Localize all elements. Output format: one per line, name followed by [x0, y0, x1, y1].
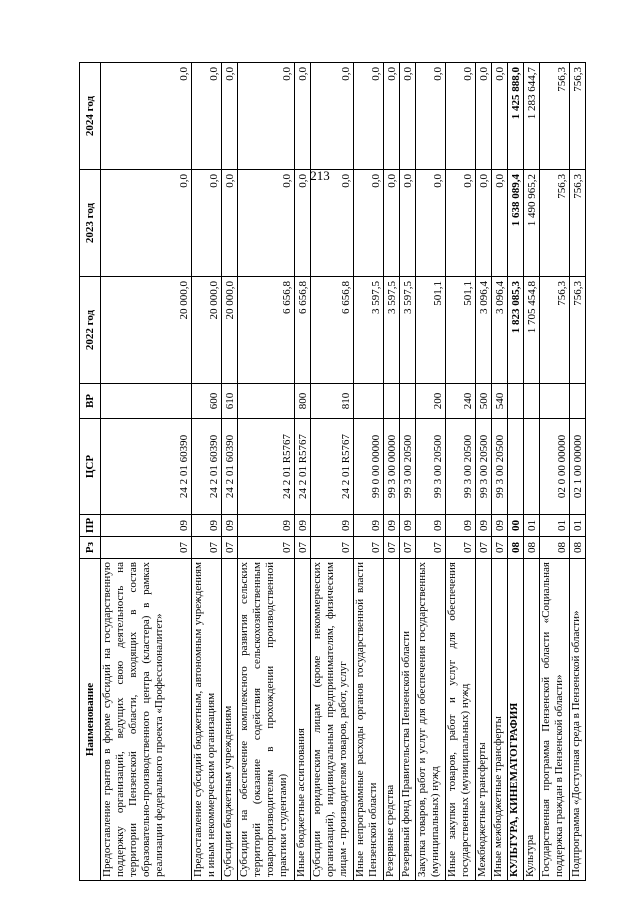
row-2024: 0,0: [222, 63, 238, 170]
row-2024: 0,0: [384, 63, 400, 170]
row-name: Иные закупки товаров, работ и услуг для обеспечения государственных (муниципальных) нужд: [446, 559, 476, 881]
row-2024: 756,3: [570, 63, 586, 170]
row-csr: 24 2 01 60390: [101, 419, 192, 515]
row-2022: 3 096,4: [476, 277, 492, 384]
table-row: [295, 63, 311, 881]
row-pr: 09: [101, 515, 192, 537]
row-rz: 07: [400, 537, 416, 559]
row-name: Субсидии на обеспечение комплексного развития сельских территорий (оказание содействия сельскохозяйственным товаропроизводителям в прохождении производственной практики студентами): [238, 559, 295, 881]
row-rz: 07: [446, 537, 476, 559]
row-2023: 1 638 089,4: [508, 170, 524, 277]
row-csr: 99 3 00 20500: [446, 419, 476, 515]
row-2022: 756,3: [540, 277, 570, 384]
row-2022: 3 597,5: [400, 277, 416, 384]
row-2024: 0,0: [400, 63, 416, 170]
row-vr: 240: [446, 384, 476, 419]
row-pr: 09: [311, 515, 354, 537]
table-row: [508, 63, 524, 881]
row-pr: 09: [295, 515, 311, 537]
row-rz: 07: [192, 537, 222, 559]
table-row: [311, 63, 354, 881]
header-2023: 2023 год: [80, 170, 101, 277]
header-2022: 2022 год: [80, 277, 101, 384]
row-csr: 24 2 01 60390: [222, 419, 238, 515]
row-rz: 07: [311, 537, 354, 559]
row-rz: 07: [354, 537, 384, 559]
row-rz: 08: [524, 537, 540, 559]
row-rz: 07: [492, 537, 508, 559]
row-csr: 99 0 00 00000: [354, 419, 384, 515]
row-name: Культура: [524, 559, 540, 881]
row-csr: 99 3 00 20500: [416, 419, 446, 515]
row-rz: 08: [508, 537, 524, 559]
table-row: [238, 63, 295, 881]
row-name: Иные межбюджетные трансферты: [492, 559, 508, 881]
row-pr: 09: [476, 515, 492, 537]
row-2023: 0,0: [446, 170, 476, 277]
row-vr: [400, 384, 416, 419]
row-rz: 07: [238, 537, 295, 559]
table-row: [400, 63, 416, 881]
table-row: [492, 63, 508, 881]
row-2023: 0,0: [400, 170, 416, 277]
row-2024: 0,0: [446, 63, 476, 170]
row-2024: 1 283 644,7: [524, 63, 540, 170]
row-2024: 0,0: [101, 63, 192, 170]
row-2022: 20 000,0: [101, 277, 192, 384]
page-number: 213: [310, 168, 330, 183]
row-2023: 0,0: [492, 170, 508, 277]
row-vr: [524, 384, 540, 419]
row-name: Иные бюджетные ассигнования: [295, 559, 311, 881]
row-vr: [354, 384, 384, 419]
row-vr: 200: [416, 384, 446, 419]
row-vr: [238, 384, 295, 419]
row-rz: 08: [570, 537, 586, 559]
header-csr: ЦСР: [80, 419, 101, 515]
row-csr: 99 3 00 00000: [384, 419, 400, 515]
table-row: [524, 63, 540, 881]
row-rz: 07: [416, 537, 446, 559]
row-csr: 24 2 01 60390: [192, 419, 222, 515]
row-2024: 0,0: [192, 63, 222, 170]
row-2022: 1 823 085,3: [508, 277, 524, 384]
row-2023: 0,0: [416, 170, 446, 277]
row-vr: [384, 384, 400, 419]
row-name: Иные непрограммные расходы органов государственной власти Пензенской области: [354, 559, 384, 881]
row-pr: 01: [570, 515, 586, 537]
row-rz: 08: [540, 537, 570, 559]
table-row: [476, 63, 492, 881]
row-csr: [508, 419, 524, 515]
row-name: Субсидии юридическим лицам (кроме некоммерческих организаций), индивидуальным предпринимателям, физическим лицам - производителям товаров, работ, услуг: [311, 559, 354, 881]
row-2023: 756,3: [540, 170, 570, 277]
row-vr: 800: [295, 384, 311, 419]
row-2023: 0,0: [295, 170, 311, 277]
row-rz: 07: [222, 537, 238, 559]
row-csr: 24 2 01 R5767: [238, 419, 295, 515]
table-row: [540, 63, 570, 881]
row-name: Резервные средства: [384, 559, 400, 881]
row-pr: 09: [492, 515, 508, 537]
row-vr: 540: [492, 384, 508, 419]
header-rz: Рз: [80, 537, 101, 559]
row-2022: 1 705 454,8: [524, 277, 540, 384]
row-name: Резервный фонд Правительства Пензенской области: [400, 559, 416, 881]
header-name: Наименование: [80, 559, 101, 881]
row-2022: 3 597,5: [354, 277, 384, 384]
row-pr: 01: [524, 515, 540, 537]
row-2022: 20 000,0: [222, 277, 238, 384]
row-csr: 02 1 00 00000: [570, 419, 586, 515]
row-vr: [570, 384, 586, 419]
row-2024: 0,0: [354, 63, 384, 170]
row-name: Предоставление субсидий бюджетным, автономным учреждениям и иным некоммерческим организациям: [192, 559, 222, 881]
row-pr: 09: [446, 515, 476, 537]
row-2022: 20 000,0: [192, 277, 222, 384]
rotated-table-container: [79, 63, 616, 881]
row-csr: 99 3 00 20500: [476, 419, 492, 515]
row-rz: 07: [384, 537, 400, 559]
table-row: [416, 63, 446, 881]
row-pr: 09: [416, 515, 446, 537]
row-2023: 0,0: [384, 170, 400, 277]
row-vr: 810: [311, 384, 354, 419]
row-rz: 07: [476, 537, 492, 559]
row-vr: [101, 384, 192, 419]
table-row: [192, 63, 222, 881]
row-pr: 01: [540, 515, 570, 537]
header-pr: ПР: [80, 515, 101, 537]
row-2023: 756,3: [570, 170, 586, 277]
row-2023: 0,0: [222, 170, 238, 277]
row-csr: 24 2 01 R5767: [311, 419, 354, 515]
row-2022: 501,1: [416, 277, 446, 384]
row-2022: 6 656,8: [238, 277, 295, 384]
row-csr: 99 3 00 20500: [492, 419, 508, 515]
table-row: [354, 63, 384, 881]
row-csr: 02 0 00 00000: [540, 419, 570, 515]
row-name: Межбюджетные трансферты: [476, 559, 492, 881]
table-row: [222, 63, 238, 881]
row-2024: 0,0: [295, 63, 311, 170]
budget-table: [79, 62, 586, 881]
row-name: Государственная программа Пензенской области «Социальная поддержка граждан в Пензенской области»: [540, 559, 570, 881]
row-vr: 610: [222, 384, 238, 419]
row-2024: 756,3: [540, 63, 570, 170]
row-2024: 0,0: [238, 63, 295, 170]
row-2024: 0,0: [416, 63, 446, 170]
table-row: [446, 63, 476, 881]
row-2022: 3 096,4: [492, 277, 508, 384]
row-name: Закупка товаров, работ и услуг для обеспечения государственных (муниципальных) нужд: [416, 559, 446, 881]
row-2023: 0,0: [476, 170, 492, 277]
row-rz: 07: [295, 537, 311, 559]
row-name: Субсидии бюджетным учреждениям: [222, 559, 238, 881]
row-pr: 09: [192, 515, 222, 537]
table-row: [101, 63, 192, 881]
row-2024: 0,0: [492, 63, 508, 170]
row-vr: [540, 384, 570, 419]
row-2023: 1 490 965,2: [524, 170, 540, 277]
table-row: [570, 63, 586, 881]
row-pr: 09: [384, 515, 400, 537]
row-rz: 07: [101, 537, 192, 559]
row-pr: 09: [400, 515, 416, 537]
row-2024: 1 425 888,0: [508, 63, 524, 170]
row-vr: [508, 384, 524, 419]
header-vr: ВР: [80, 384, 101, 419]
row-name: Предоставление грантов в форме субсидий на государственную поддержку организаций, ведущих свою деятельность на территории Пензенской области, входящих в состав образовательно-производственного центра (кластера) в рамках реализации федерального проекта «Профессионалитет»: [101, 559, 192, 881]
row-2022: 6 656,8: [311, 277, 354, 384]
row-name: Подпрограмма «Доступная среда в Пензенской области»: [570, 559, 586, 881]
row-csr: 99 3 00 20500: [400, 419, 416, 515]
row-csr: 24 2 01 R5767: [295, 419, 311, 515]
row-vr: 600: [192, 384, 222, 419]
table-row: [384, 63, 400, 881]
row-pr: 00: [508, 515, 524, 537]
table-header-row: [80, 63, 101, 881]
row-2023: 0,0: [311, 170, 354, 277]
row-csr: [524, 419, 540, 515]
row-2022: 756,3: [570, 277, 586, 384]
row-2023: 0,0: [192, 170, 222, 277]
row-2024: 0,0: [476, 63, 492, 170]
row-vr: 500: [476, 384, 492, 419]
row-pr: 09: [222, 515, 238, 537]
row-2023: 0,0: [101, 170, 192, 277]
row-pr: 09: [354, 515, 384, 537]
row-2023: 0,0: [354, 170, 384, 277]
row-2022: 3 597,5: [384, 277, 400, 384]
row-2024: 0,0: [311, 63, 354, 170]
row-2022: 501,1: [446, 277, 476, 384]
row-2022: 6 656,8: [295, 277, 311, 384]
row-pr: 09: [238, 515, 295, 537]
row-2023: 0,0: [238, 170, 295, 277]
row-name: КУЛЬТУРА, КИНЕМАТОГРАФИЯ: [508, 559, 524, 881]
header-2024: 2024 год: [80, 63, 101, 170]
